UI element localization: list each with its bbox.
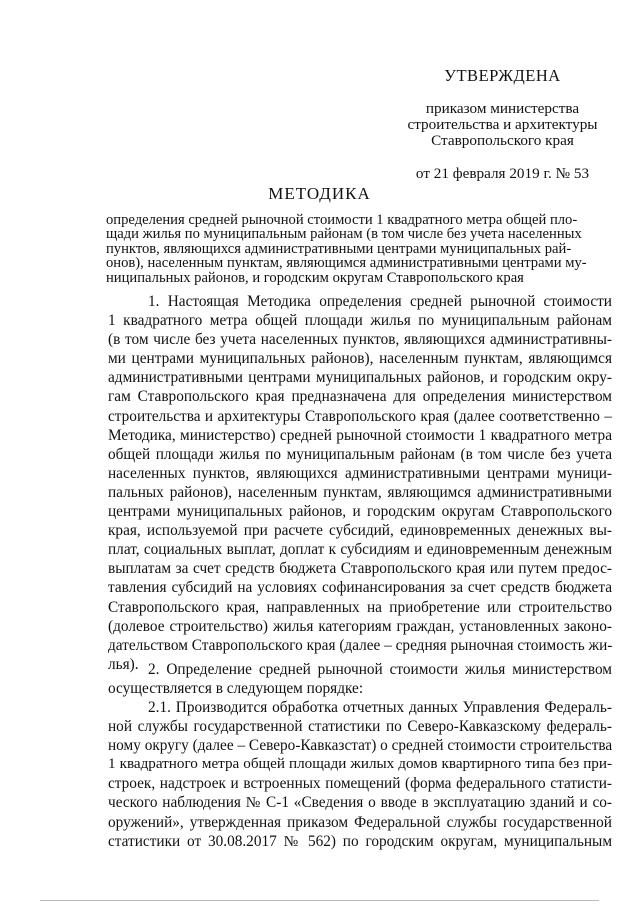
paragraph-line: (долевое строительство) жилья категориям граждан, установленных законо- <box>108 617 612 635</box>
approval-stamp <box>395 68 610 182</box>
subtitle-line: ниципальных районов, и городским округам Ставропольского края <box>106 269 524 286</box>
paragraph-line: населенных пунктов, являющихся административными центрами муници- <box>108 464 612 482</box>
paragraph-line: (в том числе без учета населенных пунктов, являющихся административны- <box>108 331 612 349</box>
paragraph-line: административными центрами муниципальных районов, и городским окру- <box>108 369 612 387</box>
paragraph-line: дательством Ставропольского края (далее – средняя рыночная стоимость жи- <box>108 636 613 654</box>
paragraph-line: центрами муниципальных районов, и городским округам Ставропольского <box>108 503 612 521</box>
paragraph-line: 2.1. Производится обработка отчетных данных Управления Федераль- <box>148 699 612 716</box>
paragraph-line: плат, социальных выплат, доплат к субсидиям и единовременным денежным <box>108 541 612 559</box>
approval-line: приказом министерства <box>425 100 580 117</box>
approval-line: Ставропольского края <box>431 132 574 149</box>
paragraph-1 <box>108 292 612 674</box>
paragraph-line: тавления субсидий на условиях софинансирования за счет средств бюджета <box>108 579 612 597</box>
paragraph-line: 1 квадратного метра общей площади жилья по муниципальным районам <box>108 312 612 330</box>
paragraph-2 <box>108 660 612 698</box>
paragraph-line: оружений», утвержденная приказом Федеральной службы государственной <box>108 813 612 831</box>
paragraph-line: 1 квадратного метра общей площади жилых домов квартирного типа без при- <box>108 756 612 773</box>
paragraph-line: ми центрами муниципальных районов), населенным пунктам, являющимся <box>108 350 612 368</box>
subtitle-line: определения средней рыночной стоимости 1 квадратного метра общей пло- <box>106 212 578 228</box>
approval-date: от 21 февраля 2019 г. № 53 <box>415 165 590 182</box>
paragraph-line: пальных районов), населенным пунктам, являющимся административными <box>108 483 612 501</box>
paragraph-line: ному округу (далее – Северо-Кавказстат) о средней стоимости строительства <box>108 737 613 755</box>
subtitle-line: щади жилья по муниципальным районам (в том числе без учета населенных <box>106 226 582 243</box>
paragraph-line: 1. Настоящая Методика определения средней рыночной стоимости <box>148 293 612 310</box>
paragraph-line: общей площади жилья по муниципальным районам (в том числе без учета <box>108 445 612 463</box>
page-bottom-rule <box>40 900 599 901</box>
paragraph-line: лья). <box>108 655 139 673</box>
paragraph-line: выплатам за счет средств бюджета Ставропольского края или путем предос- <box>108 560 612 578</box>
paragraph-line: ческого наблюдения № С-1 «Сведения о вводе в эксплуатацию зданий и со- <box>108 794 612 812</box>
paragraph-line: осуществляется в следующем порядке: <box>108 680 364 698</box>
paragraph-line: края, используемой при расчете субсидий, единовременных денежных вы- <box>108 522 612 540</box>
paragraph-line: строек, надстроек и встроенных помещений (форма федерального статисти- <box>108 775 612 793</box>
paragraph-line: статистики от 30.08.2017 № 562) по городским округам, муниципальным <box>108 832 612 850</box>
paragraph-line: Методика, министерство) средней рыночной стоимости 1 квадратного метра <box>108 426 612 444</box>
approval-title: УТВЕРЖДЕНА <box>444 66 561 85</box>
subtitle-line: онов), населенным пунктам, являющимся административными центрами му- <box>106 255 587 272</box>
paragraph-line: ной службы государственной статистики по Северо-Кавказскому федераль- <box>108 718 612 736</box>
subtitle-line: пунктов, являющихся административными центрами муниципальных рай- <box>106 240 572 257</box>
document-heading: МЕТОДИКА <box>268 184 371 203</box>
paragraph-line: строительства и архитектуры Ставропольского края (далее соответственно – <box>108 407 612 425</box>
paragraph-line: 2. Определение средней рыночной стоимости жилья министерством <box>148 661 612 678</box>
paragraph-line: Ставропольского края, направленных на приобретение или строительство <box>108 598 612 616</box>
paragraph-3 <box>108 698 612 851</box>
approval-line: строительства и архитектуры <box>407 116 598 133</box>
paragraph-line: гам Ставропольского края предназначена для определения министерством <box>108 388 612 406</box>
document-subtitle <box>106 213 612 285</box>
